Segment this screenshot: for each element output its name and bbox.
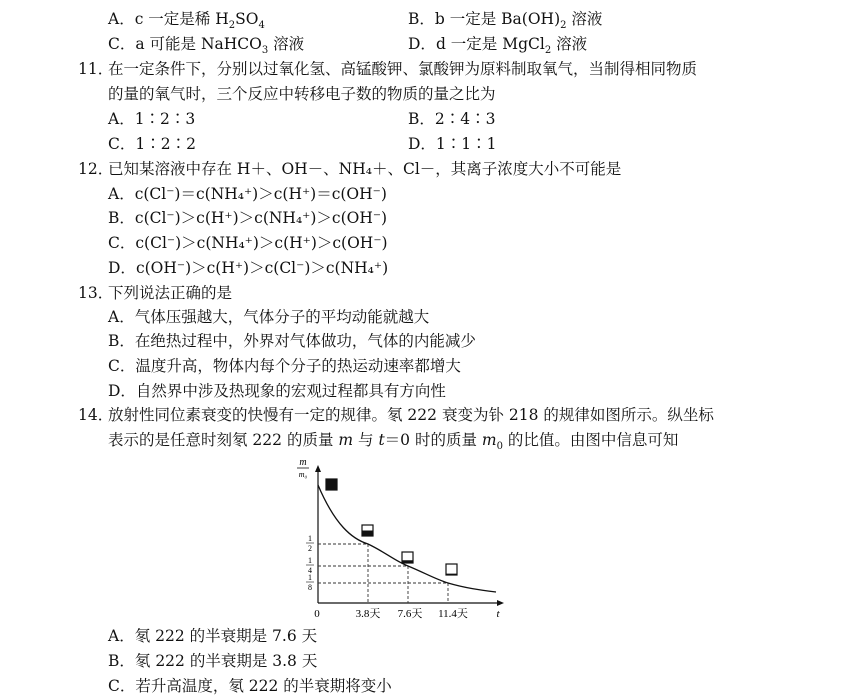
decay-graph bbox=[290, 455, 520, 625]
sample-box-t1 bbox=[362, 525, 373, 536]
q12-option-c: C．c(Cl⁻)＞c(NH₄⁺)＞c(H⁺)＞c(OH⁻) bbox=[108, 234, 388, 252]
q13-option-c: C．温度升高，物体内每个分子的热运动速率都增大 bbox=[108, 357, 461, 375]
q11-stem: 11．在一定条件下，分别以过氧化氢、高锰酸钾、氯酸钾为原料制取氧气，当制得相同物质 bbox=[78, 60, 698, 78]
q10-option-b: B．b 一定是 $Ba(OH)_2$ 溶液 bbox=[408, 10, 603, 32]
x-tick-7-6: 7.6天 bbox=[397, 608, 423, 620]
y-axis-label-numerator: m bbox=[299, 457, 307, 468]
q10-option-a: A．c 一定是稀 $H_2SO_4$ bbox=[108, 10, 265, 32]
q12-stem: 12．已知某溶液中存在 H＋、OH－、NH₄＋、Cl－，其离子浓度大小不可能是 bbox=[78, 160, 622, 178]
q12-option-b: B．c(Cl⁻)＞c(H⁺)＞c(NH₄⁺)＞c(OH⁻) bbox=[108, 209, 388, 227]
x-tick-3-8: 3.8天 bbox=[355, 608, 381, 620]
q14-stem-cont: 表示的是任意时刻氡 222 的质量 m 与 t＝0 时的质量 $m_0$ 的比值。由图中信息可知 bbox=[108, 431, 679, 453]
q11-option-a: A．1∶2∶3 bbox=[108, 110, 196, 128]
decay-curve bbox=[318, 485, 496, 592]
q14-stem: 14．放射性同位素衰变的快慢有一定的规律。氡 222 衰变为钋 218 的规律如图所示。纵坐标 bbox=[78, 406, 714, 424]
sample-box-t0 bbox=[326, 479, 337, 490]
q12-option-a: A．c(Cl⁻)＝c(NH₄⁺)＞c(H⁺)＝c(OH⁻) bbox=[108, 185, 387, 203]
sample-box-t2 bbox=[402, 552, 413, 563]
q13-option-a: A．气体压强越大，气体分子的平均动能就越大 bbox=[108, 308, 430, 326]
y-tick-eighth bbox=[306, 573, 314, 592]
y-tick-half bbox=[306, 534, 314, 553]
svg-text:4: 4 bbox=[308, 566, 312, 575]
x-tick-11-4: 11.4天 bbox=[438, 608, 468, 620]
svg-text:1: 1 bbox=[308, 573, 312, 582]
q10-option-c: C．a 可能是 NaHCO$_3$ 溶液 bbox=[108, 35, 305, 57]
q10-option-d: D．d 一定是 MgCl$_2$ 溶液 bbox=[408, 35, 588, 57]
q13-option-b: B．在绝热过程中，外界对气体做功，气体的内能减少 bbox=[108, 332, 476, 350]
sample-boxes bbox=[326, 479, 457, 575]
svg-text:1: 1 bbox=[308, 556, 312, 565]
q13-stem: 13．下列说法正确的是 bbox=[78, 284, 233, 302]
q11-stem-cont: 的量的氧气时，三个反应中转移电子数的物质的量之比为 bbox=[108, 85, 496, 103]
svg-text:8: 8 bbox=[308, 583, 312, 592]
q13-option-d: D．自然界中涉及热现象的宏观过程都具有方向性 bbox=[108, 382, 446, 400]
q11-option-c: C．1∶2∶2 bbox=[108, 135, 196, 153]
x-axis-label: t bbox=[496, 608, 500, 620]
q14-option-c: C．若升高温度，氡 222 的半衰期将变小 bbox=[108, 677, 392, 695]
q11-option-b: B．2∶4∶3 bbox=[408, 110, 496, 128]
svg-text:1: 1 bbox=[308, 534, 312, 543]
q12-option-d: D．c(OH⁻)＞c(H⁺)＞c(Cl⁻)＞c(NH₄⁺) bbox=[108, 259, 389, 277]
q14-option-a: A．氡 222 的半衰期是 7.6 天 bbox=[108, 627, 318, 645]
svg-text:2: 2 bbox=[308, 544, 312, 553]
q11-option-d: D．1∶1∶1 bbox=[408, 135, 497, 153]
sample-box-t3 bbox=[446, 564, 457, 575]
y-axis-label-denominator: m₀ bbox=[298, 470, 308, 479]
q14-option-b: B．氡 222 的半衰期是 3.8 天 bbox=[108, 652, 318, 670]
x-tick-0: 0 bbox=[314, 608, 320, 620]
